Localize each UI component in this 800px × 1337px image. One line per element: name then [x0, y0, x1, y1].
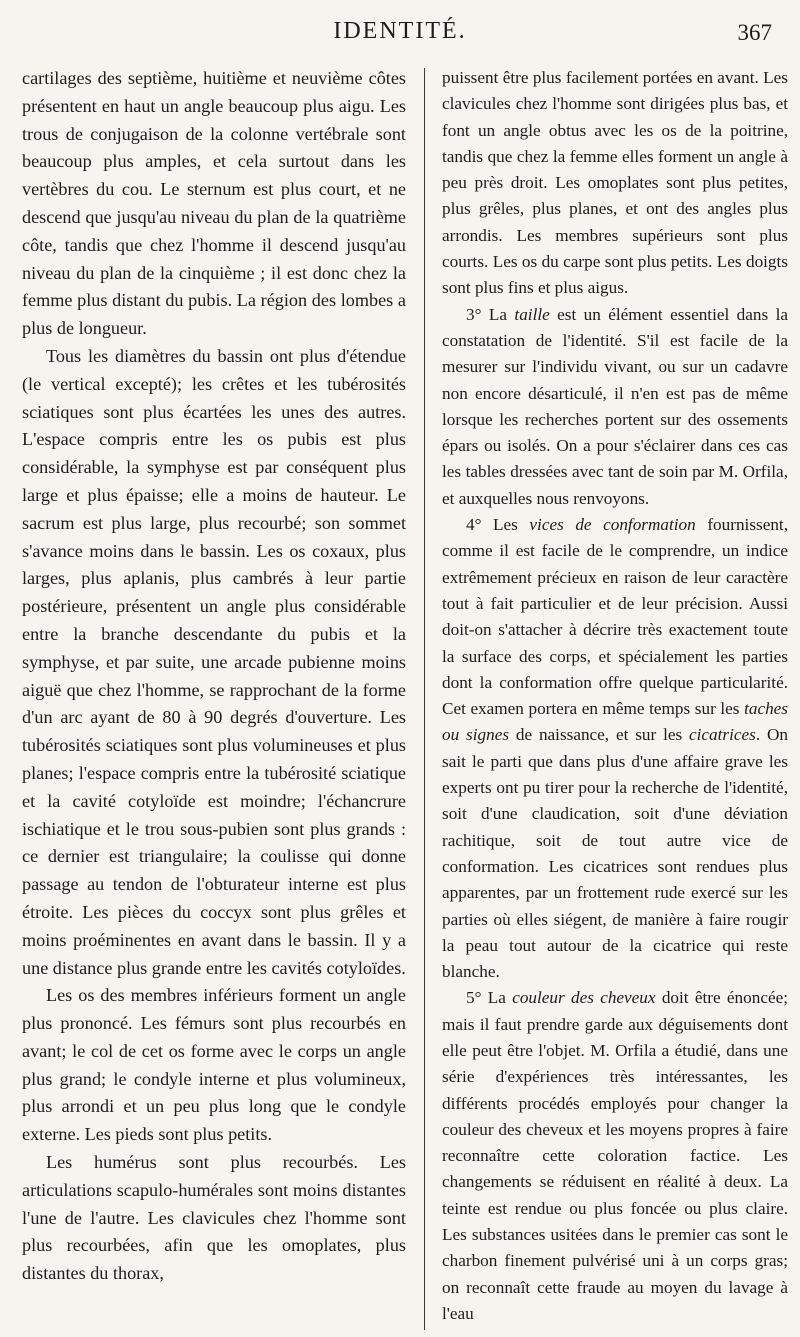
emphasis-term: taches ou signes — [442, 699, 788, 745]
emphasis-term: vices de conformation — [529, 515, 696, 535]
emphasis-term: taille — [514, 304, 550, 324]
emphasis-term: couleur des cheveux — [512, 988, 656, 1008]
page-number: 367 — [737, 20, 772, 45]
running-title: IDENTITÉ. — [333, 18, 467, 44]
paragraph: Les humérus sont plus recourbés. Les articulations scapulo-humérales sont moins distantes l'une de l'autre. Les clavicules chez l'homme sont plus recourbées, afin que les omoplates, plus distantes du thorax, — [22, 1152, 406, 1284]
page-header — [0, 18, 800, 58]
paragraph-taille — [442, 302, 788, 512]
paragraph-text: fournissent, comme il est facile de le comprendre, un indice extrêmement précieux en raison de leur caractère tout à fait particulier et de leur précision. Aussi doit-on s'attacher à décrire très exactement toute la surface des corps, et spécialement les parties dont la conformation offre quelque particularité. Cet examen portera en même temps sur les — [442, 515, 788, 719]
column-divider — [424, 68, 425, 1330]
paragraph: cartilages des septième, huitième et neuvième côtes présentent en haut un angle beaucoup plus aigu. Les trous de conjugaison de la colonne vertébrale sont beaucoup plus amples, et cela surtout dans les vertèbres du cou. Le sternum est plus court, et ne descend que jusqu'au niveau du plan de la quatrième côte, tandis que chez l'homme il descend jusqu'au niveau du plan de la cinquième ; il est donc chez la femme plus distant du pubis. La région des lombes a plus de longueur. — [22, 68, 406, 339]
paragraph-vices — [442, 512, 788, 985]
emphasis-term: cicatrices — [689, 725, 756, 745]
paragraph-text: de naissance, et sur les — [509, 725, 690, 745]
paragraph-text: 3° La — [466, 304, 515, 324]
paragraph-cheveux — [442, 985, 788, 1327]
paragraph-text: doit être énoncée; mais il faut prendre garde aux déguisements dont elle peut être l'objet. M. Orfila a étudié, dans une série d'expériences très intéressantes, les différents procédés employés pour changer la couleur des cheveux et les moyens propres à faire reconnaître cette coloration factice. Les changements se réduisent en réalité à deux. La teinte est rendue ou plus foncée ou plus claire. Les substances usitées dans le premier cas sont le charbon finement pulvérisé uni à un corps gras; on reconnaît cette fraude au moyen du lavage à l'eau — [442, 988, 788, 1323]
paragraph-text: 4° Les — [466, 515, 530, 535]
paragraph: Tous les diamètres du bassin ont plus d'étendue (le vertical excepté); les crêtes et les tubérosités sciatiques sont plus écartées les unes des autres. L'espace compris entre les os pubis est plus considérable, la symphyse est par conséquent plus large et plus épaisse; elle a moins de hauteur. Le sacrum est plus large, plus recourbé; son sommet s'avance moins dans le bassin. Les os coxaux, plus larges, plus aplanis, plus cambrés à leur partie postérieure, présentent un angle plus considérable entre la branche descendante du pubis et la symphyse, et par suite, une arcade pubienne moins aiguë que chez l'homme, se rapprochant de la forme d'un arc ayant de 80 à 90 degrés d'ouverture. Les tubérosités sciatiques sont plus volumineuses et plus planes; l'espace compris entre la tubérosité sciatique et la cavité cotyloïde est moindre; l'échancrure ischiatique et le trou sous-pubien sont plus grands : ce dernier est triangulaire; la coulisse qui donne passage au tendon de l'obturateur interne est plus étroite. Les pièces du coccyx sont plus grêles et moins proéminentes en avant dans le bassin. Il y a une distance plus grande entre les cavités cotyloïdes. — [22, 345, 406, 978]
paragraph-text: 5° La — [466, 988, 513, 1008]
left-column — [22, 65, 406, 1288]
paragraph: puissent être plus facilement portées en avant. Les clavicules chez l'homme sont dirigées plus bas, et font un angle obtus avec les os de la poitrine, tandis que chez la femme elles forment un angle à peu près droit. Les omoplates sont plus petites, plus grêles, plus planes, et ont des angles plus arrondis. Les membres supérieurs sont plus courts. Les os du carpe sont plus petits. Les doigts sont plus fins et plus aigus. — [442, 68, 788, 298]
paragraph-text: . On sait le parti que dans plus d'une affaire grave les experts ont pu tirer pour la recherche de l'identité, soit d'une claudication, soit d'une déviation rachitique, soit de tout autre vice de conformation. Les cicatrices sont rendues plus apparentes, par un frottement rude exercé sur les parties où elles siégent, de manière à faire rougir la peau tout autour de la cicatrice qui reste blanche. — [442, 725, 788, 982]
paragraph: Les os des membres inférieurs forment un angle plus prononcé. Les fémurs sont plus recourbés en avant; le col de cet os forme avec le corps un angle plus grand; le condyle interne et plus volumineux, plus arrondi et un peu plus long que le condyle externe. Les pieds sont plus petits. — [22, 985, 406, 1145]
right-column — [442, 65, 788, 1327]
paragraph-text: est un élément essentiel dans la constatation de l'identité. S'il est facile de la mesurer sur l'individu vivant, ou sur un cadavre non encore désarticulé, il n'en est pas de même lorsque les recherches portent sur des ossements épars ou isolés. On a pour s'éclairer dans ces cas les tables dressées avec tant de soin par M. Orfila, et auxquelles nous renvoyons. — [442, 304, 788, 508]
